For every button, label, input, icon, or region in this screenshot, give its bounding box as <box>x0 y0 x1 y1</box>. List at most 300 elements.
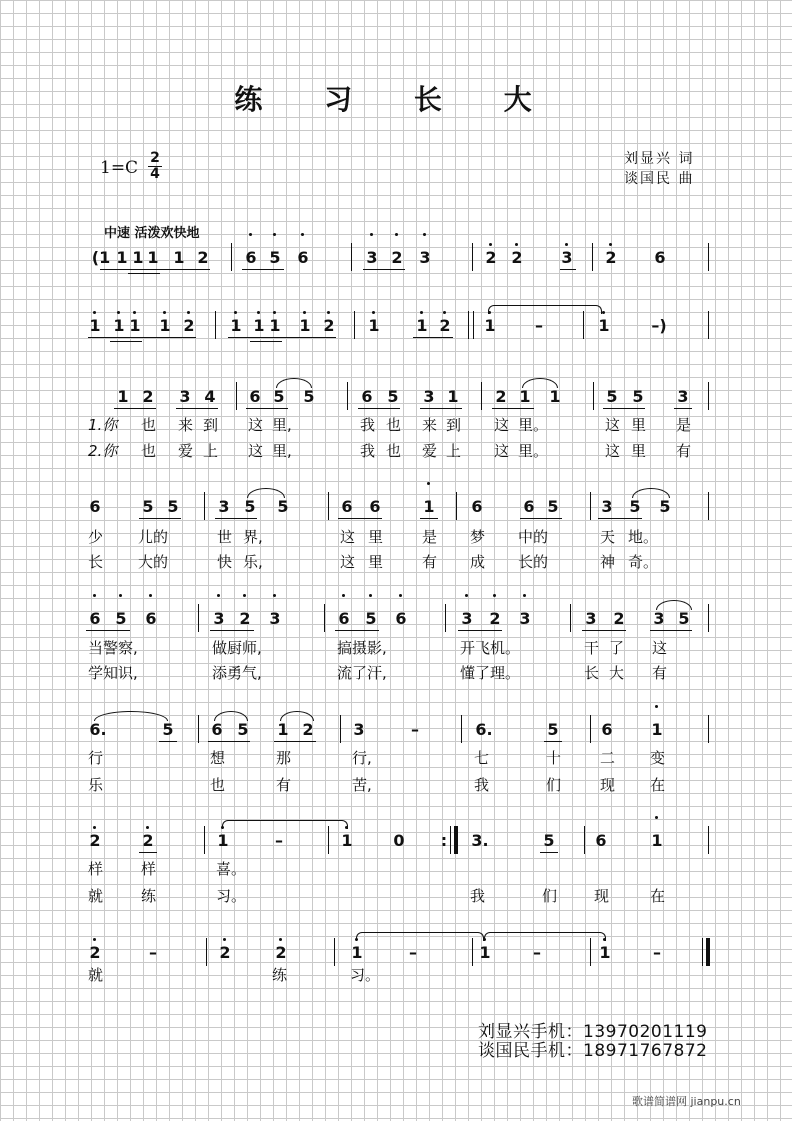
note: 5 <box>162 720 174 739</box>
note: – <box>533 943 541 962</box>
lyric: 干了 <box>584 639 635 657</box>
lyric: 里 <box>368 528 384 546</box>
note: 5 <box>547 720 559 739</box>
bar-line <box>708 826 709 854</box>
lyric: 里, <box>272 416 292 434</box>
underline <box>650 630 692 631</box>
note: 3 <box>560 249 574 267</box>
lyric: 行 <box>88 749 104 767</box>
lyric: 里 <box>631 442 647 460</box>
note: 2 <box>488 610 502 628</box>
note: 1 <box>598 944 612 962</box>
lyricist-credit: 刘显兴 词 <box>624 151 695 167</box>
lyric: 这 <box>340 528 356 546</box>
underline <box>139 518 181 519</box>
underline <box>358 408 400 409</box>
note: 5 <box>268 249 282 267</box>
note: 1 <box>340 832 354 850</box>
repeat-dots: : <box>440 831 448 850</box>
underline <box>338 518 382 519</box>
lyric: 这 <box>605 442 621 460</box>
note: 1 <box>519 387 531 406</box>
note: 1 <box>483 317 497 335</box>
lyric: 中的 <box>518 528 549 546</box>
lyric: 这 <box>248 442 264 460</box>
note: 3 <box>268 610 282 628</box>
lyric: 习。 <box>350 966 381 984</box>
lyric: 这 <box>605 416 621 434</box>
note: 1 <box>350 944 364 962</box>
lyric: 添勇气, <box>212 664 262 682</box>
underline <box>458 630 502 631</box>
note: 6 <box>337 610 351 628</box>
note: 2 <box>495 387 507 406</box>
lyric: 有 <box>422 553 438 571</box>
note: 1 <box>128 317 142 335</box>
underline <box>492 408 534 409</box>
lyric: 长大 <box>584 664 635 682</box>
underline <box>363 269 405 270</box>
lyric: 在 <box>650 776 666 794</box>
lyric: 学知识, <box>88 664 138 682</box>
note: 3 <box>212 610 226 628</box>
note: 6 <box>341 497 353 516</box>
bar-line <box>708 715 709 743</box>
note: 1 <box>478 944 492 962</box>
score-line-3 <box>0 387 792 460</box>
bar-line <box>472 938 473 966</box>
note: 1 <box>650 832 664 850</box>
lyric: 就 <box>88 887 104 905</box>
composer-credit: 谈国民 曲 <box>624 171 695 187</box>
note: 1 <box>173 248 185 267</box>
lyric: 我 <box>360 442 376 460</box>
tie <box>484 932 606 941</box>
bar-line <box>570 604 571 632</box>
lyric: 有 <box>276 776 292 794</box>
time-signature: 2 4 <box>148 151 162 182</box>
note: 6 <box>89 497 101 516</box>
note: 1 <box>117 387 129 406</box>
note: 2 <box>438 317 452 335</box>
note: 2 <box>88 832 102 850</box>
note: – <box>149 943 157 962</box>
note: – <box>275 831 283 850</box>
bar-line <box>584 826 585 854</box>
lyric: 来 <box>422 416 438 434</box>
bar-line <box>334 938 335 966</box>
note: 5 <box>303 387 315 406</box>
score-line-2 <box>0 317 792 353</box>
slur <box>280 711 314 721</box>
bar-line <box>590 492 591 520</box>
lyric: 就 <box>88 966 104 984</box>
bar-line <box>231 243 232 271</box>
note: 6. <box>475 720 493 739</box>
lyric: 乐, <box>243 553 263 571</box>
note: 1 <box>415 317 429 335</box>
underline <box>242 269 284 270</box>
note: 1 <box>597 317 611 335</box>
note: 6 <box>394 610 408 628</box>
note: 1 <box>147 248 159 267</box>
lyric: 到 <box>446 416 462 434</box>
note: 1 <box>132 248 144 267</box>
lyric: 里 <box>631 416 647 434</box>
lyric: 样 <box>141 860 157 878</box>
note: 1 <box>277 720 289 739</box>
lyric: 变 <box>650 749 666 767</box>
note: 1 <box>447 387 459 406</box>
bar-line <box>445 604 446 632</box>
bar-line <box>351 243 352 271</box>
underline <box>598 518 642 519</box>
bar-line <box>198 715 199 743</box>
score-line-6 <box>0 720 792 794</box>
note: 1 <box>158 317 172 335</box>
note: 2 <box>197 248 209 267</box>
lyric: 2.你 <box>88 442 118 460</box>
bar-line <box>206 938 207 966</box>
bar-line <box>468 311 469 339</box>
note: 1 <box>268 317 282 335</box>
tie <box>488 305 602 314</box>
note: 1 <box>252 317 266 335</box>
lyric: 爱 <box>178 442 194 460</box>
underline <box>674 408 692 409</box>
note: (1 <box>91 248 111 267</box>
lyric: 练 <box>141 887 157 905</box>
bar-line <box>340 715 341 743</box>
lyric: 成 <box>470 553 486 571</box>
score-line-5 <box>0 609 792 682</box>
slur <box>656 600 692 610</box>
note: 4 <box>204 387 216 406</box>
note: 6 <box>296 249 310 267</box>
underline <box>110 341 142 342</box>
lyric: 也 <box>210 776 226 794</box>
underline <box>176 408 218 409</box>
bar-line <box>593 382 594 410</box>
lyric: 爱 <box>422 442 438 460</box>
lyric: 来 <box>178 416 194 434</box>
slur <box>247 488 285 498</box>
note: 5 <box>114 610 128 628</box>
lyric: 大的 <box>138 553 169 571</box>
lyric: 们 <box>542 887 558 905</box>
note: 5 <box>659 497 671 516</box>
underline <box>215 518 257 519</box>
bar-line <box>454 826 458 854</box>
note: 6 <box>369 497 381 516</box>
note: 3 <box>423 387 435 406</box>
bar-line <box>204 492 205 520</box>
note: 2 <box>141 832 155 850</box>
note: 2 <box>613 609 625 628</box>
underline <box>88 337 196 338</box>
lyric: 十 <box>546 749 562 767</box>
underline <box>114 408 156 409</box>
underline <box>274 741 316 742</box>
lyric: 现 <box>594 887 610 905</box>
note: 6 <box>595 831 607 850</box>
note: – <box>411 720 419 739</box>
note: 6 <box>523 497 535 516</box>
note: 2 <box>274 944 288 962</box>
bar-line <box>708 604 709 632</box>
note: 2 <box>604 249 618 267</box>
underline <box>228 337 336 338</box>
slur <box>632 488 670 498</box>
bar-line <box>473 311 474 339</box>
lyric: 样 <box>88 860 104 878</box>
bar-line <box>198 604 199 632</box>
lyric: 儿的 <box>138 528 169 546</box>
bar-line <box>702 938 703 966</box>
underline <box>603 408 645 409</box>
underline <box>560 269 576 270</box>
lyric: 在 <box>650 887 666 905</box>
underline <box>86 630 130 631</box>
lyric: 七 <box>474 749 490 767</box>
lyric: 乐 <box>88 776 104 794</box>
lyric: 当警察, <box>88 639 138 657</box>
note: 2 <box>322 317 336 335</box>
note: 1 <box>367 317 381 335</box>
note: 6 <box>654 248 666 267</box>
note: 3 <box>653 609 665 628</box>
note: 3 <box>677 387 689 406</box>
note: 3 <box>353 720 365 739</box>
lyric: 也 <box>386 416 402 434</box>
lyric: 搞摄影, <box>337 639 387 657</box>
note: 5 <box>244 497 256 516</box>
lyric: 是 <box>422 528 438 546</box>
bar-line <box>354 311 355 339</box>
note: 5 <box>387 387 399 406</box>
lyric: 懂了理。 <box>460 664 521 682</box>
underline <box>540 852 558 853</box>
lyric: 流了汗, <box>337 664 387 682</box>
score-line-1 <box>0 249 792 285</box>
lyric: 我 <box>474 776 490 794</box>
tempo-marking: 中速 活泼欢快地 <box>104 226 200 241</box>
lyric: 地。 <box>628 528 659 546</box>
bar-line <box>583 311 584 339</box>
note: 1 <box>229 317 243 335</box>
underline <box>335 630 379 631</box>
lyric: 这 <box>652 639 668 657</box>
lyric: 开飞机。 <box>460 639 521 657</box>
score-line-8 <box>0 943 792 984</box>
note: – <box>409 943 417 962</box>
underline <box>246 408 288 409</box>
bar-line <box>592 243 593 271</box>
lyric: 快 <box>217 553 233 571</box>
note: 5 <box>606 387 618 406</box>
lyric: 上 <box>203 442 219 460</box>
lyric: 梦 <box>470 528 486 546</box>
underline <box>139 852 157 853</box>
bar-line <box>472 243 473 271</box>
note: – <box>535 316 543 335</box>
lyric: 1.你 <box>88 416 118 434</box>
bar-line <box>450 826 451 854</box>
note: 1 <box>88 317 102 335</box>
note: 6 <box>211 720 223 739</box>
underline <box>520 518 562 519</box>
note: – <box>653 943 661 962</box>
bar-line <box>328 492 329 520</box>
lyric: 世 <box>217 528 233 546</box>
lyric: 界, <box>243 528 263 546</box>
note: 3 <box>585 609 597 628</box>
underline <box>128 273 160 274</box>
lyric: 少 <box>88 528 104 546</box>
lyric: 也 <box>141 442 157 460</box>
lyric: 有 <box>652 664 668 682</box>
lyric: 喜。 <box>216 860 247 878</box>
bar-line <box>215 311 216 339</box>
note: 5 <box>543 831 555 850</box>
underline <box>100 269 210 270</box>
note: 3 <box>418 249 432 267</box>
note: 5 <box>547 497 559 516</box>
bar-line <box>328 826 329 854</box>
bar-line <box>347 382 348 410</box>
lyric: 练 <box>272 966 288 984</box>
slur <box>214 711 248 721</box>
bar-line <box>456 492 457 520</box>
lyric: 里。 <box>518 442 549 460</box>
note: 0 <box>393 831 405 850</box>
note: 2 <box>142 387 154 406</box>
note: 5 <box>273 387 285 406</box>
bar-line <box>324 604 325 632</box>
lyric: 里。 <box>518 416 549 434</box>
lyric: 我 <box>360 416 376 434</box>
score-line-4 <box>0 497 792 571</box>
slur <box>522 378 558 388</box>
underline <box>413 337 453 338</box>
lyric: 有 <box>676 442 692 460</box>
note: 6 <box>471 497 483 516</box>
note: 1 <box>298 317 312 335</box>
lyric: 想 <box>210 749 226 767</box>
underline <box>582 630 626 631</box>
lyric: 是 <box>676 416 692 434</box>
note: 6. <box>89 720 107 739</box>
key-signature: 1=C <box>100 158 139 178</box>
note: –) <box>651 316 667 335</box>
bar-line <box>461 715 462 743</box>
bar-line <box>481 382 482 410</box>
note: 5 <box>142 497 154 516</box>
note: 1 <box>116 248 128 267</box>
bar-line <box>706 938 710 966</box>
lyric: 现 <box>600 776 616 794</box>
underline <box>420 518 438 519</box>
underline <box>208 741 250 742</box>
lyric: 做厨师, <box>212 639 262 657</box>
bar-line <box>590 938 591 966</box>
watermark: 歌谱简谱网 jianpu.cn <box>632 1095 741 1108</box>
bar-line <box>708 311 709 339</box>
lyric: 这 <box>340 553 356 571</box>
note: 1 <box>422 498 436 516</box>
note: 5 <box>629 497 641 516</box>
bar-line <box>708 243 709 271</box>
note: 1 <box>216 832 230 850</box>
note: 3 <box>179 387 191 406</box>
note: 6 <box>361 387 373 406</box>
note: 1 <box>549 387 561 406</box>
lyric: 也 <box>141 416 157 434</box>
note: 2 <box>484 249 498 267</box>
contact-line-2: 谈国民手机：18971767872 <box>478 1041 708 1061</box>
slur <box>94 711 168 721</box>
note: 2 <box>218 944 232 962</box>
lyric: 这 <box>494 442 510 460</box>
lyric: 我 <box>470 887 486 905</box>
lyric: 那 <box>276 749 292 767</box>
underline <box>250 341 282 342</box>
note: 2 <box>238 610 252 628</box>
note: 3 <box>218 497 230 516</box>
underline <box>159 741 177 742</box>
lyric: 里 <box>368 553 384 571</box>
note: 6 <box>249 387 261 406</box>
lyric: 这 <box>248 416 264 434</box>
lyric: 到 <box>203 416 219 434</box>
lyric: 长的 <box>518 553 549 571</box>
lyric: 长 <box>88 553 104 571</box>
note: 5 <box>237 720 249 739</box>
score-line-7 <box>0 831 792 905</box>
bar-line <box>590 715 591 743</box>
note: 6 <box>88 610 102 628</box>
lyric: 上 <box>446 442 462 460</box>
note: 3 <box>601 497 613 516</box>
contact-line-1: 刘显兴手机：13970201119 <box>478 1022 708 1042</box>
bar-line <box>708 492 709 520</box>
note: 5 <box>632 387 644 406</box>
note: 6 <box>144 610 158 628</box>
note: 2 <box>182 317 196 335</box>
bar-line <box>204 826 205 854</box>
note: 3 <box>365 249 379 267</box>
bar-line <box>708 382 709 410</box>
note: 5 <box>277 497 289 516</box>
lyric: 奇。 <box>628 553 659 571</box>
tie <box>222 820 348 829</box>
note: 2 <box>302 720 314 739</box>
note: 6 <box>244 249 258 267</box>
note: 3 <box>518 610 532 628</box>
lyric: 神 <box>600 553 616 571</box>
lyric: 二 <box>600 749 616 767</box>
page-title: 练 习 长 大 <box>234 83 558 116</box>
note: 5 <box>678 609 690 628</box>
note: 3 <box>460 610 474 628</box>
underline <box>544 741 562 742</box>
note: 5 <box>167 497 179 516</box>
lyric: 苦, <box>352 776 372 794</box>
note: 3. <box>471 831 489 850</box>
lyric: 天 <box>600 528 616 546</box>
underline <box>210 630 254 631</box>
lyric: 这 <box>494 416 510 434</box>
